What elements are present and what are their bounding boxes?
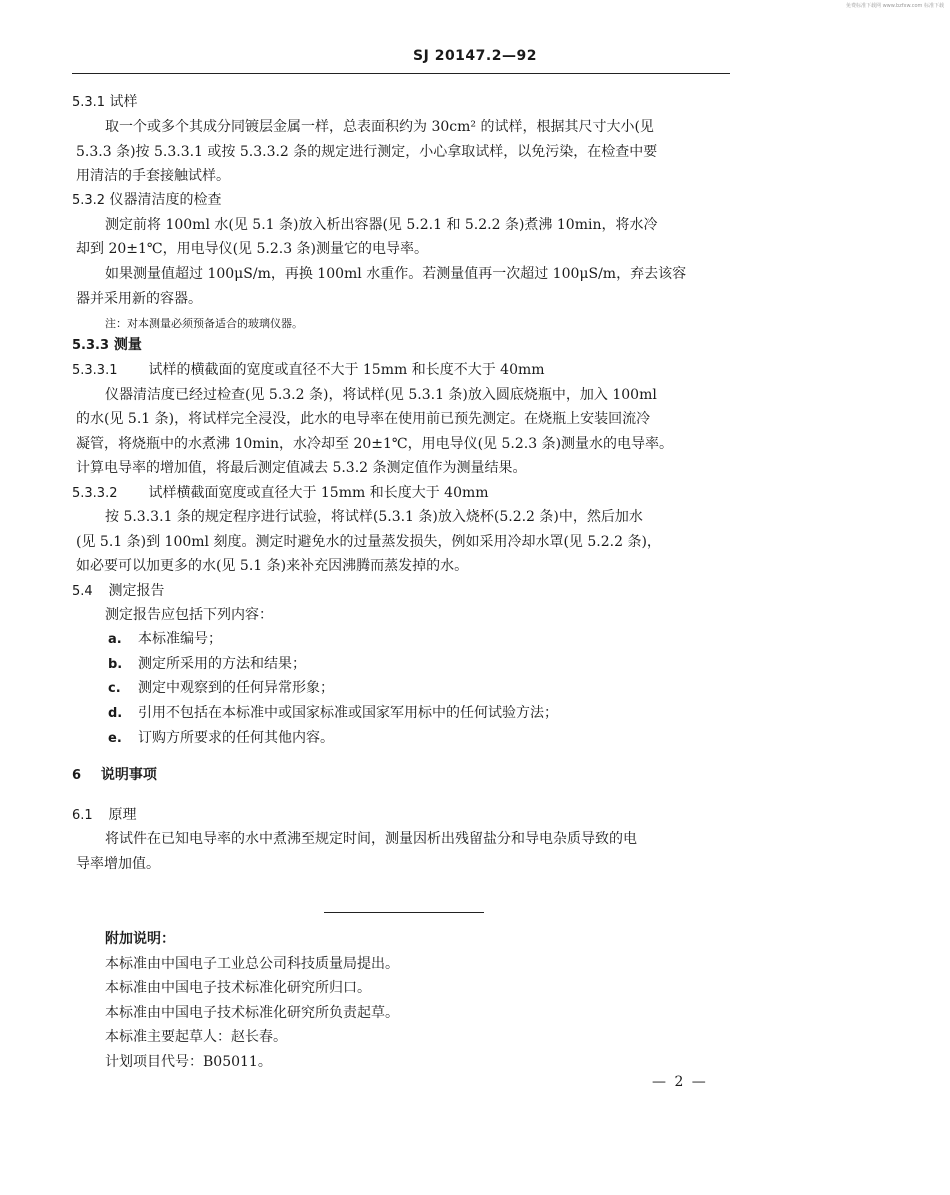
paragraph-line: 用清洁的手套接触试样。 (76, 168, 230, 184)
addendum-line: 本标准由中国电子工业总公司科技质量局提出。 (105, 956, 399, 972)
paragraph-line: 如必要可以加更多的水(见 5.1 条)来补充因沸腾而蒸发掉的水。 (76, 558, 469, 574)
page-number: — 2 — (652, 1074, 708, 1090)
list-text: 订购方所要求的任何其他内容。 (138, 730, 334, 746)
section-title: 原理 (108, 807, 137, 823)
section-title: 试样横截面宽度或直径大于 15mm 和长度大于 40mm (148, 485, 489, 501)
list-text: 引用不包括在本标准中或国家标准或国家军用标中的任何试验方法； (138, 705, 558, 721)
paragraph-line: 如果测量值超过 100μS/m，再换 100ml 水重作。若测量值再一次超过 100μS/m，弃去该容 (105, 266, 687, 282)
section-5-3-3-1-heading (72, 361, 545, 380)
addendum-line: 计划项目代号：B05011。 (105, 1054, 272, 1070)
section-title: 测定报告 (108, 583, 165, 599)
section-5-3-1-heading (72, 93, 138, 112)
addendum-line: 本标准由中国电子技术标准化研究所负责起草。 (105, 1005, 399, 1021)
paragraph-line: 导率增加值。 (76, 856, 160, 872)
section-title: 测量 (113, 337, 142, 353)
list-label: e. (108, 731, 122, 746)
list-label: c. (108, 681, 121, 696)
section-6-heading (72, 766, 157, 785)
corner-watermark: 免费标准下载网 www.bzfxw.com 标准下载 (846, 3, 944, 9)
section-title: 试样的横截面的宽度或直径不大于 15mm 和长度不大于 40mm (148, 362, 545, 378)
list-text: 测定所采用的方法和结果； (138, 656, 306, 672)
list-text: 测定中观察到的任何异常形象； (138, 680, 334, 696)
paragraph-line: 计算电导率的增加值，将最后测定值减去 5.3.2 条测定值作为测量结果。 (76, 460, 527, 476)
list-item (108, 729, 334, 748)
addendum-line: 本标准由中国电子技术标准化研究所归口。 (105, 980, 371, 996)
section-number: 6.1 (72, 808, 93, 823)
section-number: 5.3.2 (72, 193, 106, 208)
section-5-3-3-heading (72, 336, 142, 355)
list-item (108, 679, 334, 698)
section-number: 5.4 (72, 584, 93, 599)
paragraph-line: 取一个或多个其成分同镀层金属一样，总表面积约为 30cm² 的试样，根据其尺寸大小(见 (105, 119, 654, 135)
note-text: 注：对本测量必须预备适合的玻璃仪器。 (105, 317, 303, 330)
section-title: 说明事项 (100, 767, 157, 783)
paragraph-line: 却到 20±1℃，用电导仪(见 5.2.3 条)测量它的电导率。 (76, 241, 429, 257)
standard-code-header: SJ 20147.2—92 (413, 48, 537, 64)
section-number: 5.3.3.1 (72, 363, 118, 378)
list-item (108, 630, 222, 649)
list-label: b. (108, 657, 123, 672)
list-text: 本标准编号； (138, 631, 222, 647)
list-label: a. (108, 632, 122, 647)
section-number: 5.3.1 (72, 95, 106, 110)
section-5-3-2-heading (72, 191, 222, 210)
section-5-3-3-2-heading (72, 484, 489, 503)
paragraph-line: 凝管，将烧瓶中的水煮沸 10min，水冷却至 20±1℃，用电导仪(见 5.2.3 条)测量水的电导率。 (76, 436, 674, 452)
paragraph-line: 仪器清洁度已经过检查(见 5.3.2 条)，将试样(见 5.3.1 条)放入圆底烧瓶中，加入 100ml (105, 387, 657, 403)
paragraph-line: 测定前将 100ml 水(见 5.1 条)放入析出容器(见 5.2.1 和 5.2.2 条)煮沸 10min，将水冷 (105, 217, 658, 233)
list-label: d. (108, 706, 123, 721)
paragraph-line: 将试件在已知电导率的水中煮沸至规定时间，测量因析出残留盐分和导电杂质导致的电 (105, 831, 637, 847)
section-title: 仪器清洁度的检查 (109, 192, 222, 208)
paragraph-line: 测定报告应包括下列内容： (105, 607, 273, 623)
list-item (108, 655, 306, 674)
section-title: 试样 (109, 94, 138, 110)
section-number: 5.3.3 (72, 338, 110, 353)
addendum-line: 本标准主要起草人：赵长春。 (105, 1029, 287, 1045)
paragraph-line: 按 5.3.3.1 条的规定程序进行试验，将试样(5.3.1 条)放入烧杯(5.2.2 条)中，然后加水 (105, 509, 643, 525)
section-6-1-heading (72, 806, 136, 825)
paragraph-line: 5.3.3 条)按 5.3.3.1 或按 5.3.3.2 条的规定进行测定，小心拿取试样，以免污染，在检查中要 (76, 144, 658, 160)
paragraph-line: 器并采用新的容器。 (76, 291, 202, 307)
list-item (108, 704, 558, 723)
paragraph-line: 的水(见 5.1 条)，将试样完全浸没，此水的电导率在使用前已预先测定。在烧瓶上安装回流冷 (76, 411, 651, 427)
header-rule (72, 73, 730, 74)
section-5-4-heading (72, 582, 164, 601)
separator-rule (324, 912, 484, 913)
addendum-title: 附加说明： (105, 931, 175, 947)
section-number: 5.3.3.2 (72, 486, 118, 501)
paragraph-line: (见 5.1 条)到 100ml 刻度。测定时避免水的过量蒸发损失，例如采用冷却水罩(见 5.2.2 条)， (76, 534, 661, 550)
section-number: 6 (72, 768, 82, 783)
